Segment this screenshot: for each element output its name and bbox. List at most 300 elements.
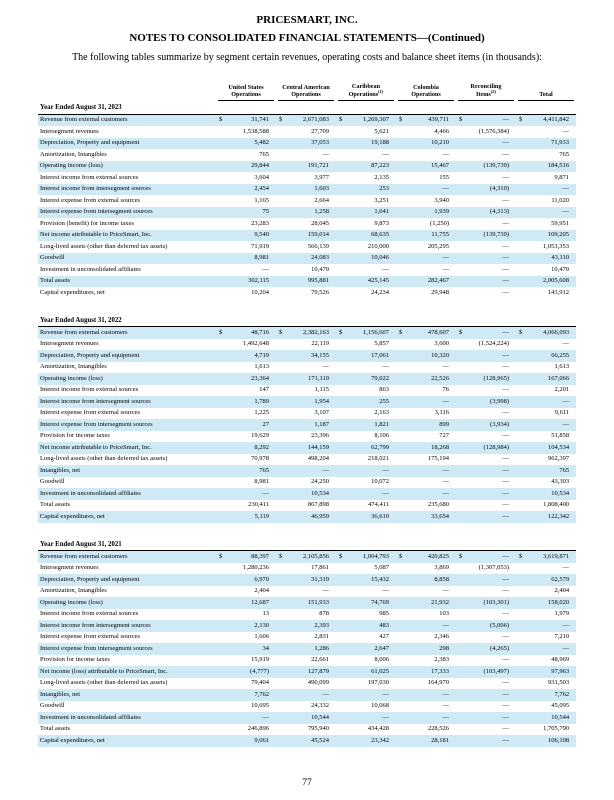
cell-content	[336, 410, 396, 417]
cell-content	[216, 554, 276, 561]
cell	[216, 396, 276, 408]
cell-content	[396, 163, 456, 170]
cell	[276, 724, 336, 736]
cell-content	[396, 433, 456, 440]
cell-content	[216, 726, 276, 733]
cell	[396, 408, 456, 420]
cell-value: 1,705,790	[543, 725, 570, 732]
cell-content	[276, 410, 336, 417]
cell-value: (128,965)	[483, 374, 509, 382]
cell-content	[276, 680, 336, 687]
row-label: Depreciation, Property and equipment	[40, 351, 140, 359]
cell-content	[276, 221, 336, 228]
cell-value: 863	[379, 386, 389, 393]
cell-value: (3,998)	[490, 397, 509, 405]
cell-content	[216, 502, 276, 509]
cell	[336, 149, 396, 161]
cell-content	[396, 554, 456, 561]
table-row	[38, 500, 576, 512]
cell-value: 28,181	[431, 736, 449, 744]
cell-value: (103,497)	[483, 667, 509, 675]
cell-value: —	[562, 564, 570, 571]
cell-content	[456, 726, 516, 733]
cell	[516, 327, 576, 339]
cell-value: 434,428	[367, 725, 389, 732]
cell-value: —	[502, 736, 509, 744]
cell	[336, 161, 396, 173]
cell	[336, 172, 396, 184]
cell-value: 97,963	[551, 667, 570, 675]
cell	[516, 339, 576, 351]
cell-content	[456, 399, 516, 406]
cell	[396, 126, 456, 138]
cell	[336, 442, 396, 454]
cell-value: 1,286	[314, 644, 329, 652]
cell-value: 17,861	[311, 564, 329, 571]
cell	[516, 666, 576, 678]
cell-value: 59,951	[551, 219, 569, 227]
cell-value: 727	[439, 432, 449, 439]
cell-content	[336, 738, 396, 745]
cell-value: —	[502, 552, 509, 560]
cell	[336, 327, 396, 339]
cell	[216, 609, 276, 621]
table-row	[38, 609, 576, 621]
cell-content	[336, 353, 396, 360]
dollar-sign: $	[399, 116, 403, 123]
table-row	[38, 597, 576, 609]
cell	[216, 431, 276, 443]
cell	[216, 551, 276, 563]
cell	[276, 574, 336, 586]
cell	[216, 419, 276, 431]
cell-content	[396, 657, 456, 664]
cell	[336, 563, 396, 575]
cell-content	[336, 290, 396, 297]
cell-content	[516, 399, 576, 406]
cell	[456, 114, 516, 126]
cell-value: 425,145	[367, 277, 389, 284]
cell-content	[456, 715, 516, 722]
cell	[516, 643, 576, 655]
cell-value: 13	[262, 610, 269, 617]
cell	[336, 241, 396, 253]
cell-content	[276, 399, 336, 406]
cell	[516, 126, 576, 138]
cell-value: —	[502, 725, 509, 732]
table-row	[38, 241, 576, 253]
cell-content	[516, 657, 576, 664]
cell	[396, 276, 456, 288]
cell-content	[216, 611, 276, 618]
cell-value: 10,544	[311, 713, 329, 721]
cell-content	[276, 376, 336, 383]
cell-content	[216, 376, 276, 383]
row-label: Intangibles, net	[40, 466, 81, 474]
row-label: Depreciation, Property and equipment	[40, 139, 140, 146]
cell-value: 19,188	[371, 139, 389, 146]
cell	[216, 563, 276, 575]
dollar-sign: $	[219, 328, 223, 336]
cell	[276, 586, 336, 598]
cell-content	[456, 387, 516, 394]
cell-content	[396, 198, 456, 205]
cell-value: 23,283	[251, 219, 269, 227]
row-label: Amortization, Intangibles	[40, 150, 107, 158]
table-row	[38, 643, 576, 655]
cell	[276, 172, 336, 184]
cell-content	[396, 445, 456, 452]
cell-value: 3,977	[314, 173, 329, 181]
cell-value: 46,959	[311, 512, 329, 520]
row-label: Revenue from external customers	[40, 328, 128, 336]
cell-value: —	[502, 265, 509, 273]
cell-value: 931,503	[547, 679, 570, 686]
cell-value: 4,066,093	[543, 328, 570, 336]
cell	[456, 350, 516, 362]
cell-value: 109,205	[547, 231, 569, 238]
cell-content	[456, 353, 516, 360]
cell	[396, 253, 456, 265]
table-row	[38, 431, 576, 443]
cell-content	[216, 565, 276, 572]
cell	[216, 643, 276, 655]
cell	[516, 574, 576, 586]
cell-content	[216, 634, 276, 641]
cell-value: 37,053	[311, 139, 329, 146]
cell-content	[396, 456, 456, 463]
cell-value: 28,045	[311, 219, 329, 227]
cell	[516, 172, 576, 184]
cell-value: —	[382, 150, 389, 158]
cell	[276, 678, 336, 690]
row-label: Long-lived assets (other than deferred tax assets)	[40, 679, 168, 686]
cell-value: —	[442, 150, 449, 158]
cell	[336, 465, 396, 477]
cell-content	[276, 175, 336, 182]
cell-value: —	[502, 363, 509, 370]
cell	[456, 241, 516, 253]
cell	[516, 230, 576, 242]
table-row	[38, 454, 576, 466]
cell-content	[456, 669, 516, 676]
dollar-sign: $	[519, 552, 523, 560]
cell	[456, 597, 516, 609]
cell	[276, 655, 336, 667]
cell-value: 10,534	[551, 489, 570, 497]
cell-value: —	[502, 196, 509, 204]
cell	[336, 620, 396, 632]
row-label: Interest expense from external sources	[40, 409, 140, 416]
cell-value: —	[502, 679, 509, 686]
cell-content	[276, 646, 336, 653]
cell	[396, 114, 456, 126]
cell	[336, 701, 396, 713]
cell	[516, 632, 576, 644]
cell-content	[216, 646, 276, 653]
cell-content	[336, 232, 396, 239]
cell-value: 10,068	[371, 702, 389, 709]
cell-value: —	[442, 702, 449, 709]
cell-value: 34,155	[311, 351, 329, 359]
cell-content	[216, 600, 276, 607]
cell-content	[336, 611, 396, 618]
cell-content	[516, 387, 576, 394]
cell	[516, 419, 576, 431]
cell	[396, 362, 456, 374]
cell	[396, 488, 456, 500]
cell-value: 61,025	[371, 667, 389, 675]
cell	[456, 609, 516, 621]
cell-value: 8,106	[374, 432, 389, 439]
cell-value: 2,005,608	[543, 277, 569, 284]
cell-content	[396, 387, 456, 394]
cell	[276, 195, 336, 207]
row-label: Goodwill	[40, 702, 65, 709]
cell-value: 3,869	[434, 564, 449, 571]
cell	[396, 666, 456, 678]
cell-content	[216, 588, 276, 595]
cell-content	[396, 692, 456, 699]
row-label: Depreciation, Property and equipment	[40, 575, 140, 583]
row-label: Investment in unconsolidated affiliates	[40, 489, 141, 497]
cell-content	[336, 422, 396, 429]
cell-value: 197,030	[367, 679, 389, 686]
cell-content	[396, 341, 456, 348]
row-label: Capital expenditures, net	[40, 512, 105, 520]
cell	[396, 230, 456, 242]
cell-value: 8,006	[374, 656, 389, 663]
cell-value: 765	[559, 466, 570, 474]
cell-value: —	[502, 610, 509, 617]
cell-value: 235,680	[427, 501, 449, 508]
cell-content	[336, 129, 396, 136]
cell	[276, 488, 336, 500]
cell-value: 155	[439, 173, 449, 181]
cell-content	[336, 433, 396, 440]
cell-value: 87,223	[371, 162, 389, 169]
cell	[396, 655, 456, 667]
table-row	[38, 620, 576, 632]
cell	[216, 488, 276, 500]
cell-content	[456, 330, 516, 337]
cell-content	[456, 198, 516, 205]
cell-content	[516, 117, 576, 124]
row-label: Goodwill	[40, 254, 65, 261]
cell-value: 8,292	[254, 443, 269, 451]
cell-content	[396, 117, 456, 124]
cell-value: 79,526	[311, 288, 329, 296]
cell-value: 2,105,856	[303, 552, 329, 560]
row-label: Revenue from external customers	[40, 552, 128, 560]
cell-value: 23,396	[311, 432, 329, 439]
cell	[336, 373, 396, 385]
cell	[276, 253, 336, 265]
cell-content	[336, 588, 396, 595]
table-row	[38, 701, 576, 713]
cell-value: 12,687	[251, 598, 269, 606]
cell-content	[336, 692, 396, 699]
cell-value: 2,664	[314, 196, 329, 204]
cell-value: (139,739)	[483, 231, 509, 238]
row-label: Amortization, Intangibles	[40, 363, 107, 370]
cell-value: —	[442, 587, 449, 594]
cell	[456, 586, 516, 598]
cell-value: —	[502, 242, 509, 250]
cell	[396, 511, 456, 523]
cell-value: 5,857	[374, 340, 389, 347]
cell-content	[216, 692, 276, 699]
cell-content	[216, 456, 276, 463]
cell-value: —	[562, 208, 569, 215]
cell	[276, 701, 336, 713]
cell-content	[516, 353, 576, 360]
cell-value: 143,912	[547, 288, 569, 296]
cell-content	[396, 353, 456, 360]
cell	[276, 276, 336, 288]
cell-content	[276, 152, 336, 159]
cell	[456, 385, 516, 397]
cell-content	[276, 364, 336, 371]
cell-content	[336, 175, 396, 182]
cell-value: 27	[262, 420, 269, 428]
cell-value: —	[322, 363, 329, 370]
cell-value: 3,251	[374, 196, 389, 204]
cell-value: —	[502, 702, 509, 709]
cell	[516, 184, 576, 196]
cell	[336, 396, 396, 408]
cell-content	[396, 715, 456, 722]
cell-value: —	[442, 478, 449, 485]
cell-value: —	[562, 397, 570, 405]
cell-content	[396, 611, 456, 618]
cell-content	[276, 341, 336, 348]
column-header-text	[278, 74, 334, 101]
cell-content	[516, 634, 576, 641]
cell-value: 9,540	[254, 231, 269, 238]
cell-value: 191,721	[307, 162, 329, 169]
cell	[456, 287, 516, 299]
cell-content	[276, 634, 336, 641]
cell-value: (139,739)	[483, 162, 509, 169]
cell-content	[276, 623, 336, 630]
cell-content	[216, 468, 276, 475]
cell-content	[396, 738, 456, 745]
cell-content	[336, 703, 396, 710]
cell-content	[456, 703, 516, 710]
cell-content	[276, 387, 336, 394]
cell-value: 164,970	[427, 679, 449, 686]
cell-value: —	[382, 690, 389, 698]
column-header	[516, 74, 576, 101]
cell-content	[336, 680, 396, 687]
row-label: Long-lived assets (other than deferred tax assets)	[40, 455, 168, 462]
cell-content	[516, 669, 576, 676]
cell-value: —	[502, 432, 509, 439]
table-row	[38, 465, 576, 477]
cell	[516, 563, 576, 575]
row-label: Amortization, Intangibles	[40, 587, 107, 594]
cell	[456, 655, 516, 667]
cell	[336, 643, 396, 655]
row-label: Intersegment revenues	[40, 127, 99, 135]
cell	[336, 511, 396, 523]
cell	[276, 408, 336, 420]
cell-content	[336, 117, 396, 124]
cell	[276, 207, 336, 219]
cell	[336, 454, 396, 466]
cell-content	[276, 422, 336, 429]
cell-content	[516, 738, 576, 745]
cell-value: —	[502, 254, 509, 261]
cell	[396, 385, 456, 397]
cell-content	[276, 715, 336, 722]
cell-content	[276, 703, 336, 710]
cell-content	[456, 554, 516, 561]
table-row	[38, 114, 576, 126]
cell-content	[396, 244, 456, 251]
cell-value: —	[562, 127, 569, 135]
cell-content	[336, 502, 396, 509]
cell-value: 66,255	[551, 351, 570, 359]
cell-value: —	[502, 150, 509, 158]
cell-content	[216, 657, 276, 664]
cell-value: 1,603	[314, 185, 329, 192]
cell-value: 298	[439, 644, 449, 652]
cell	[336, 586, 396, 598]
cell	[456, 735, 516, 747]
table-row	[38, 126, 576, 138]
cell-value: 22,119	[311, 340, 329, 347]
row-label: Operating income (loss)	[40, 162, 103, 169]
cell	[276, 620, 336, 632]
cell	[216, 339, 276, 351]
cell-content	[336, 456, 396, 463]
cell	[396, 689, 456, 701]
cell-content	[396, 267, 456, 274]
cell-content	[276, 433, 336, 440]
cell-content	[336, 244, 396, 251]
cell-value: —	[262, 713, 269, 721]
cell-value: 1,187	[314, 420, 329, 428]
cell-value: 899	[439, 420, 449, 428]
cell	[396, 195, 456, 207]
cell-content	[396, 290, 456, 297]
cell-content	[396, 221, 456, 228]
cell	[216, 207, 276, 219]
cell	[396, 396, 456, 408]
cell-content	[456, 680, 516, 687]
cell	[456, 264, 516, 276]
cell	[516, 138, 576, 150]
cell	[336, 609, 396, 621]
cell-content	[456, 577, 516, 584]
cell	[276, 465, 336, 477]
cell-content	[336, 565, 396, 572]
cell	[396, 327, 456, 339]
year-section	[38, 538, 576, 747]
cell	[516, 431, 576, 443]
cell-value: 1,789	[254, 397, 269, 405]
cell-value: —	[502, 512, 509, 520]
cell-content	[516, 198, 576, 205]
cell	[396, 149, 456, 161]
cell	[456, 724, 516, 736]
cell	[336, 735, 396, 747]
cell-content	[216, 445, 276, 452]
cell-value: 76	[442, 386, 449, 393]
cell-value: 1,613	[254, 363, 269, 370]
